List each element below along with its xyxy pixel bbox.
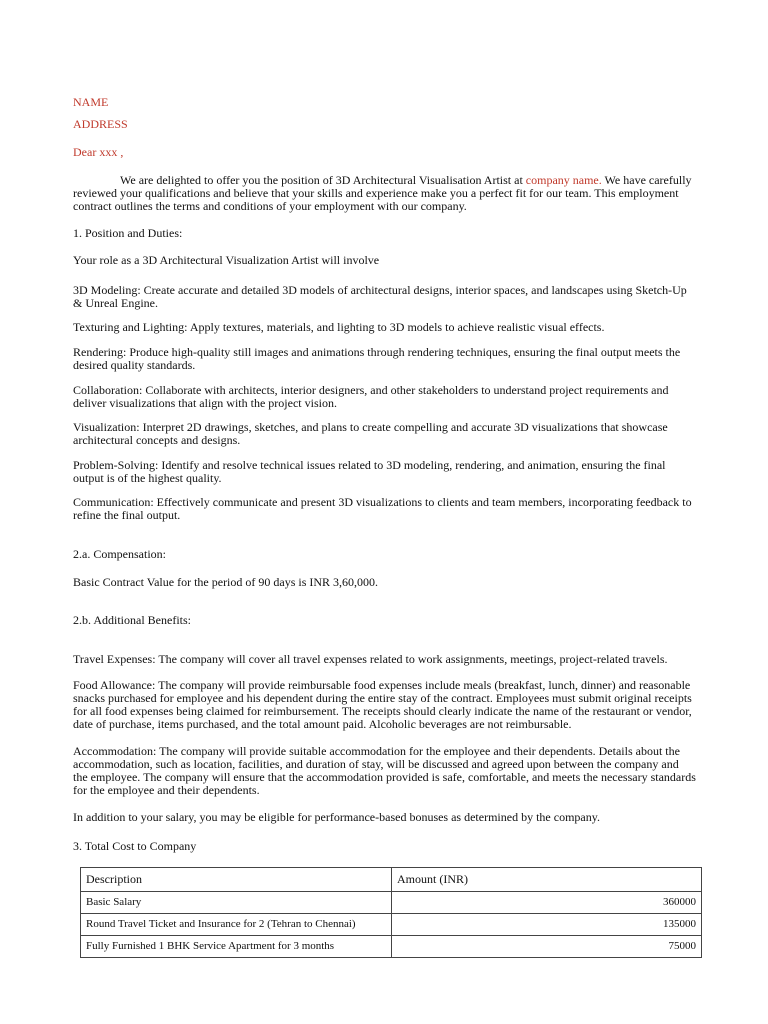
compensation-text: Basic Contract Value for the period of 90 days is INR 3,60,000. — [73, 575, 379, 589]
cost-table — [80, 867, 702, 958]
section-1-heading: 1. Position and Duties: — [73, 226, 183, 240]
duty-collaboration: Collaboration: Collaborate with architects, interior designers, and other stakeholders to understand project requirements and deliver visualizations that align with the project vision. — [73, 383, 669, 410]
section-3-heading: 3. Total Cost to Company — [73, 839, 197, 853]
row-description: Fully Furnished 1 BHK Service Apartment for 3 months — [81, 936, 392, 958]
duty-visualization: Visualization: Interpret 2D drawings, sketches, and plans to create compelling and accurate 3D visualizations that showcase architectural concepts and designs. — [73, 420, 668, 447]
section-2b-heading: 2.b. Additional Benefits: — [73, 613, 191, 627]
row-description: Round Travel Ticket and Insurance for 2 (Tehran to Chennai) — [81, 914, 392, 936]
bonus-note: In addition to your salary, you may be eligible for performance-based bonuses as determined by the company. — [73, 810, 600, 824]
row-description: Basic Salary — [81, 892, 392, 914]
recipient-address: ADDRESS — [73, 117, 128, 131]
intro-paragraph — [73, 174, 696, 213]
row-amount: 360000 — [392, 892, 702, 914]
benefit-accommodation: Accommodation: The company will provide suitable accommodation for the employee and their dependents. Details about the accommodation, such as location, facilities, and duration of stay, will be discussed and agreed upon between the company and the employee. The company will ensure that the accommodation provided is safe, comfortable, and meets the necessary standards for the employee and their dependents. — [73, 744, 696, 797]
table-row — [81, 914, 702, 936]
benefit-travel-expenses: Travel Expenses: The company will cover all travel expenses related to work assignments, meetings, project-related travels. — [73, 652, 668, 666]
row-amount: 75000 — [392, 936, 702, 958]
intro-text-end: We have carefully reviewed your qualifications and believe that your skills and experience make you a perfect fit for our team. This employment contract outlines the terms and conditions of your employment with our company. — [73, 173, 692, 213]
duty-texturing-lighting: Texturing and Lighting: Apply textures, materials, and lighting to 3D models to achieve realistic visual effects. — [73, 320, 605, 334]
table-header-row — [81, 868, 702, 892]
section-2a-heading: 2.a. Compensation: — [73, 547, 166, 561]
table-row — [81, 892, 702, 914]
duty-communication: Communication: Effectively communicate and present 3D visualizations to clients and team members, incorporating feedback to refine the final output. — [73, 495, 692, 522]
duty-problem-solving: Problem-Solving: Identify and resolve technical issues related to 3D modeling, rendering, and animation, ensuring the final output is of the highest quality. — [73, 458, 666, 485]
company-name: company name. — [525, 173, 602, 187]
duty-3d-modeling: 3D Modeling: Create accurate and detailed 3D models of architectural designs, interior spaces, and landscapes using Sketch-Up & Unreal Engine. — [73, 283, 687, 310]
salutation: Dear xxx , — [73, 145, 124, 159]
duty-rendering: Rendering: Produce high-quality still images and animations through rendering techniques, ensuring the final output meets the desired quality standards. — [73, 345, 681, 372]
benefit-food-allowance: Food Allowance: The company will provide reimbursable food expenses include meals (breakfast, lunch, dinner) and reasonable snacks purchased for employee and his dependent during the entire stay of the contract. Employees must submit original receipts for all food expenses being claimed for reimbursement. The receipts should clearly indicate the name of the restaurant or vendor, date of purchase, items purchased, and the total amount paid. Alcoholic beverages are not reimbursable. — [73, 678, 692, 731]
column-header-amount: Amount (INR) — [392, 868, 702, 892]
column-header-description: Description — [81, 868, 392, 892]
row-amount: 135000 — [392, 914, 702, 936]
section-1-lead: Your role as a 3D Architectural Visualization Artist will involve — [73, 253, 380, 267]
recipient-name: NAME — [73, 95, 109, 109]
table-row — [81, 936, 702, 958]
intro-text-start: We are delighted to offer you the position of 3D Architectural Visualisation Artist at — [120, 173, 526, 187]
